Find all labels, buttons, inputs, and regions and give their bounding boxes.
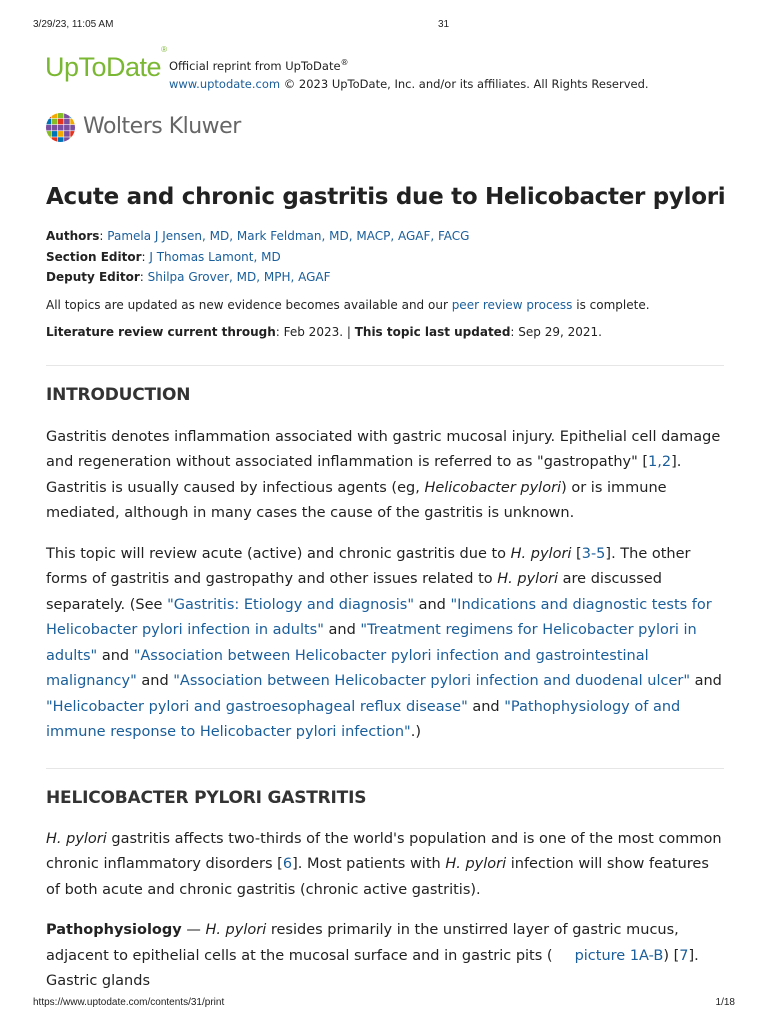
topic-link[interactable]: "Association between Helicobacter pylori infection and gastrointestinal malignancy" xyxy=(46,647,649,689)
ref-link[interactable]: 1,2 xyxy=(648,454,672,470)
reprint-line: Official reprint from UpToDate xyxy=(169,58,341,73)
intro-paragraph-1: Gastritis denotes inflammation associated with gastric mucosal injury. Epithelial cell damage and regeneration without associated inflammation is referred to as "gastropathy" [1,2]. Gastritis is usually caused by infectious agents (eg, Helicobacter pylori) or is immune mediated, although in many cases the cause of the gastritis is unknown. xyxy=(46,428,721,521)
ref-link[interactable]: 7 xyxy=(679,947,689,964)
divider xyxy=(46,365,724,366)
section-editor-link[interactable]: J Thomas Lamont, MD xyxy=(149,249,281,264)
topic-link[interactable]: "Pathophysiology of and immune response to Helicobacter pylori infection" xyxy=(46,698,681,740)
globe-tile xyxy=(52,131,58,137)
globe-tile xyxy=(52,112,58,118)
globe-tile xyxy=(64,131,70,137)
globe-tile xyxy=(64,119,70,125)
globe-tile xyxy=(70,131,76,137)
deputy-editor-link[interactable]: Shilpa Grover, MD, MPH, AGAF xyxy=(147,270,331,284)
hp-paragraph-2: Pathophysiology — H. pylori resides primarily in the unstirred layer of gastric mucus, adjacent to epithelial cells at the mucosal surface and in gastric pits ( picture 1A-B) [7]. Gastric glands xyxy=(46,922,699,989)
globe-tile xyxy=(45,137,51,143)
globe-tile xyxy=(45,125,51,131)
print-datetime: 3/29/23, 11:05 AM xyxy=(33,19,114,30)
globe-tile xyxy=(70,119,76,125)
peer-review-link[interactable]: peer review process xyxy=(451,297,573,312)
deputy-editor-line: Deputy Editor: Shilpa Grover, MD, MPH, AGAF xyxy=(46,270,331,284)
article-title: Acute and chronic gastritis due to Helicobacter pylori xyxy=(46,184,726,210)
globe-tile xyxy=(52,125,58,131)
intro-paragraph-2: This topic will review acute (active) and chronic gastritis due to H. pylori [3-5]. The other forms of gastritis and gastropathy and other issues related to H. pylori are discussed separately. (See "Gastritis: Etiology and diagnosis" and "Indications and diagnostic tests for Helicobacter pylori infection in adults" and "Treatment regimens for Helicobacter pylori in adults" and "Association between Helicobacter pylori infection and gastrointestinal malignancy" and "Association between Helicobacter pylori infection and duodenal ulcer" and "Helicobacter pylori and gastroesophageal reflux disease" and "Pathophysiology of and immune response to Helicobacter pylori infection".) xyxy=(46,545,722,740)
globe-tile xyxy=(58,137,64,143)
globe-tile xyxy=(58,125,64,131)
hp-gastritis-heading: HELICOBACTER PYLORI GASTRITIS xyxy=(46,787,367,808)
update-note: All topics are updated as new evidence becomes available and our peer review process is complete. xyxy=(46,297,650,312)
globe-tile xyxy=(45,131,51,137)
reprint-notice: Official reprint from UpToDate® www.uptodate.com © 2023 UpToDate, Inc. and/or its affiliates. All Rights Reserved. xyxy=(169,58,649,91)
rights-text: © 2023 UpToDate, Inc. and/or its affiliates. All Rights Reserved. xyxy=(280,76,649,91)
globe-tile xyxy=(52,137,58,143)
print-footer xyxy=(33,992,735,1008)
globe-tile xyxy=(58,112,64,118)
uptodate-logo: UpToDate® xyxy=(45,45,167,82)
topic-link[interactable]: "Indications and diagnostic tests for Helicobacter pylori infection in adults" xyxy=(46,596,712,638)
divider xyxy=(46,768,724,769)
hp-paragraph-1: H. pylori gastritis affects two-thirds of the world's population and is one of the most common chronic inflammatory disorders [6]. Most patients with H. pylori infection will show features of both acute and chronic gastritis (chronic active gastritis). xyxy=(46,830,722,898)
globe-tile xyxy=(64,112,70,118)
authors-link[interactable]: Pamela J Jensen, MD, Mark Feldman, MD, MACP, AGAF, FACG xyxy=(107,229,470,243)
globe-tile xyxy=(45,119,51,125)
topic-link[interactable]: "Helicobacter pylori and gastroesophageal reflux disease" xyxy=(46,698,468,715)
globe-tile xyxy=(70,137,76,143)
ref-link[interactable]: 6 xyxy=(282,856,293,872)
picture-link[interactable]: picture 1A-B xyxy=(574,947,664,964)
authors-line: Authors: Pamela J Jensen, MD, Mark Feldman, MD, MACP, AGAF, FACG xyxy=(46,229,470,243)
review-dates: Literature review current through: Feb 2023. | This topic last updated: Sep 29, 2021. xyxy=(46,324,602,339)
uptodate-link[interactable]: www.uptodate.com xyxy=(169,76,281,91)
globe-tile xyxy=(64,137,70,143)
globe-tile xyxy=(58,119,64,125)
print-header xyxy=(33,16,735,32)
publisher-name: Wolters Kluwer xyxy=(83,114,241,139)
topic-link[interactable]: "Treatment regimens for Helicobacter pylori in adults" xyxy=(46,622,697,664)
topic-link[interactable]: "Gastritis: Etiology and diagnosis" xyxy=(167,596,414,613)
introduction-heading: INTRODUCTION xyxy=(46,384,191,405)
globe-tile xyxy=(70,112,76,118)
article-meta xyxy=(46,226,726,288)
print-url: https://www.uptodate.com/contents/31/print xyxy=(33,997,225,1008)
ref-link[interactable]: 3-5 xyxy=(581,545,606,562)
article-content xyxy=(46,180,726,995)
globe-tile xyxy=(58,131,64,137)
globe-tile xyxy=(64,125,70,131)
wolters-kluwer-globe-icon xyxy=(45,112,76,143)
print-page-number: 1/18 xyxy=(715,997,735,1008)
globe-tile xyxy=(45,112,51,118)
globe-tile xyxy=(52,119,58,125)
print-page-code: 31 xyxy=(438,19,450,30)
section-editor-line: Section Editor: J Thomas Lamont, MD xyxy=(46,249,281,264)
topic-link[interactable]: "Association between Helicobacter pylori infection and duodenal ulcer" xyxy=(173,673,690,689)
globe-tile xyxy=(70,125,76,131)
